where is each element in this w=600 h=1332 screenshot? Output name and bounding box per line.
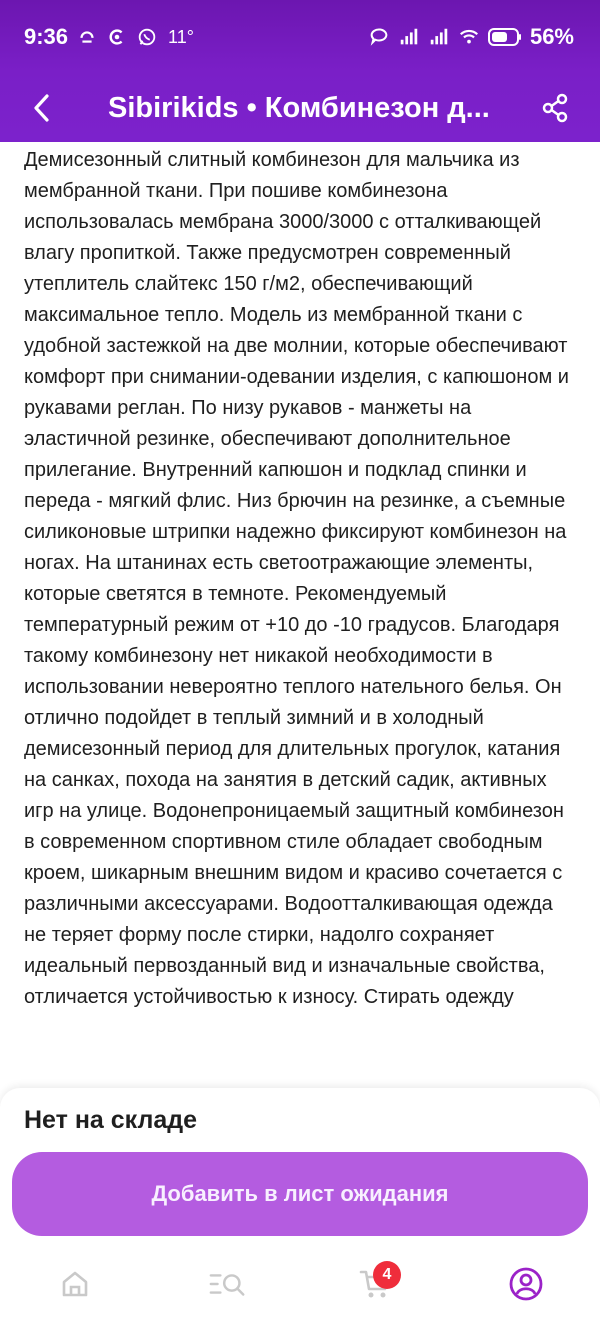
page-title: Sibirikids • Комбинезон д...: [108, 92, 490, 124]
header-bar: [0, 76, 600, 142]
home-icon: [59, 1268, 91, 1300]
c-app-icon: [106, 26, 128, 48]
whatsapp-icon: [136, 26, 158, 48]
share-icon: [540, 93, 570, 123]
signal-secondary-icon: [428, 26, 450, 48]
back-button[interactable]: [22, 86, 62, 130]
share-button[interactable]: [538, 86, 572, 130]
profile-icon: [508, 1266, 544, 1302]
status-bar: [0, 0, 600, 76]
product-description: [24, 145, 576, 1085]
out-of-stock-label: Нет на складе: [24, 1106, 198, 1134]
status-temperature: 11°: [168, 26, 194, 47]
description-text: Демисезонный слитный комбинезон для мальчика из мембранной ткани. При пошиве комбинезона использовалась мембрана 3000/3000 с отталкивающей влагу пропиткой. Также предусмотрен современный утеплитель слайтекс 150 г/м2, обеспечивающий максимальное тепло. Модель из мембранной ткани с удобной застежкой на две молнии, которые обеспечивают комфорт при снимании-одевании изделия, с капюшоном и рукавами реглан. По низу рукавов - манжеты на эластичной резинке, обеспечивают дополнительное прилегание. Внутренний капюшон и подклад спинки и переда - мягкий флис. Низ брючин на резинке, а съемные силиконовые штрипки надежно фиксируют комбинезон на ногах. На штанинах есть светоотражающие элементы, которые светятся в темноте. Рекомендуемый температурный режим от +10 до -10 градусов. Благодаря такому комбинезону нет никакой необходимости в использовании невероятно теплого нательного белья. Он отлично подойдет в теплый зимний и в холодный демисезонный период для длительных прогулок, катания на санках, похода на занятия в детский садик, активных игр на улице. Водонепроницаемый защитный комбинезон в современном спортивном стиле обладает свободным кроем, шикарным внешним видом и красиво сочетается с различными аксессуарами. Водоотталкивающая одежда не теряет форму после стирки, надолго сохраняет идеальный первозданный вид и изначальные свойства, отличается устойчивостью к износу. Стирать одежду: [24, 149, 569, 1008]
nav-home[interactable]: [55, 1264, 95, 1304]
wifi-icon: [458, 26, 480, 48]
status-time: 9:36: [24, 24, 69, 49]
add-to-waitlist-button[interactable]: Добавить в лист ожидания: [12, 1152, 588, 1236]
battery-icon: [488, 27, 522, 47]
bottom-navigation: [0, 1246, 600, 1332]
nav-profile[interactable]: [506, 1264, 546, 1304]
battery-percent: 56%: [529, 24, 574, 49]
availability-sheet: [0, 1088, 600, 1246]
chat-status-icon: [368, 26, 390, 48]
chevron-left-icon: [29, 92, 55, 124]
top-app-area: [0, 0, 600, 142]
signal-icon: [398, 26, 420, 48]
cart-count-badge: 4: [373, 1261, 401, 1289]
sync-icon: [76, 26, 98, 48]
nav-catalog[interactable]: [208, 1264, 248, 1304]
catalog-search-icon: [208, 1268, 248, 1300]
status-right: [368, 24, 574, 50]
status-left: [24, 24, 194, 50]
